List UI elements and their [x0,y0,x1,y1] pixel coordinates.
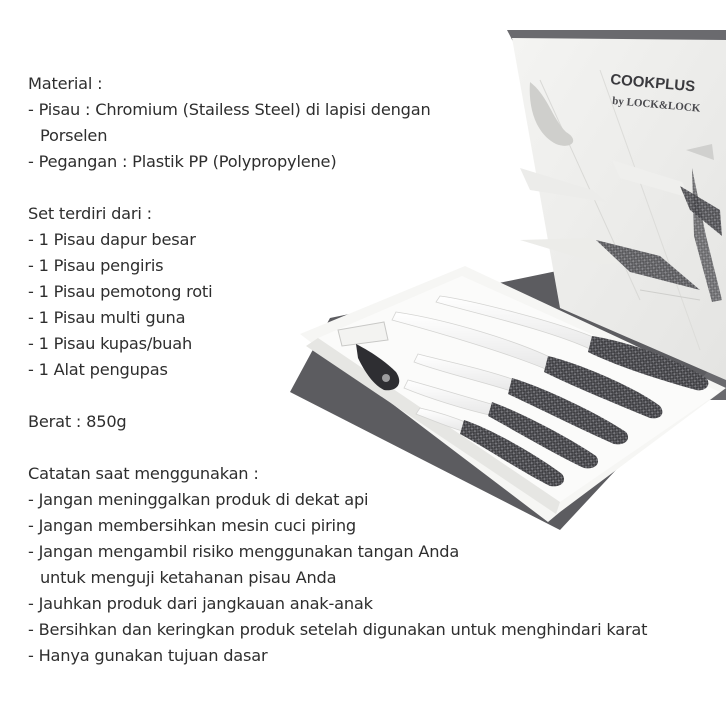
note-item: - Bersihkan dan keringkan produk setelah digunakan untuk menghindari karat [28,620,648,639]
spacer [28,175,688,201]
brand-logo-sub: by LOCK&LOCK [611,95,701,115]
weight-text: Berat : 850g [28,412,127,431]
material-handle: - Pegangan : Plastik PP (Polypropylene) [28,152,337,171]
note-item-continued: untuk menguji ketahanan pisau Anda [40,568,337,587]
note-item: - Jangan mengambil risiko menggunakan tangan Anda [28,542,460,561]
notes-heading: Catatan saat menggunakan : [28,464,259,483]
set-item: - 1 Pisau dapur besar [28,230,196,249]
brand-logo-main: COOKPLUS [609,71,696,96]
material-heading: Material : [28,74,103,93]
set-item: - 1 Alat pengupas [28,360,168,379]
spacer [28,435,688,461]
spacer [28,383,688,409]
set-item: - 1 Pisau pemotong roti [28,282,213,301]
product-spec-text [28,71,688,669]
set-item: - 1 Pisau pengiris [28,256,164,275]
note-item: - Jauhkan produk dari jangkauan anak-anak [28,594,373,613]
note-item: - Hanya gunakan tujuan dasar [28,646,268,665]
set-heading: Set terdiri dari : [28,204,152,223]
material-blade-continued: Porselen [40,126,108,145]
note-item: - Jangan meninggalkan produk di dekat api [28,490,369,509]
set-item: - 1 Pisau multi guna [28,308,186,327]
note-item: - Jangan membersihkan mesin cuci piring [28,516,356,535]
material-blade: - Pisau : Chromium (Stailess Steel) di lapisi dengan [28,100,431,119]
set-item: - 1 Pisau kupas/buah [28,334,193,353]
